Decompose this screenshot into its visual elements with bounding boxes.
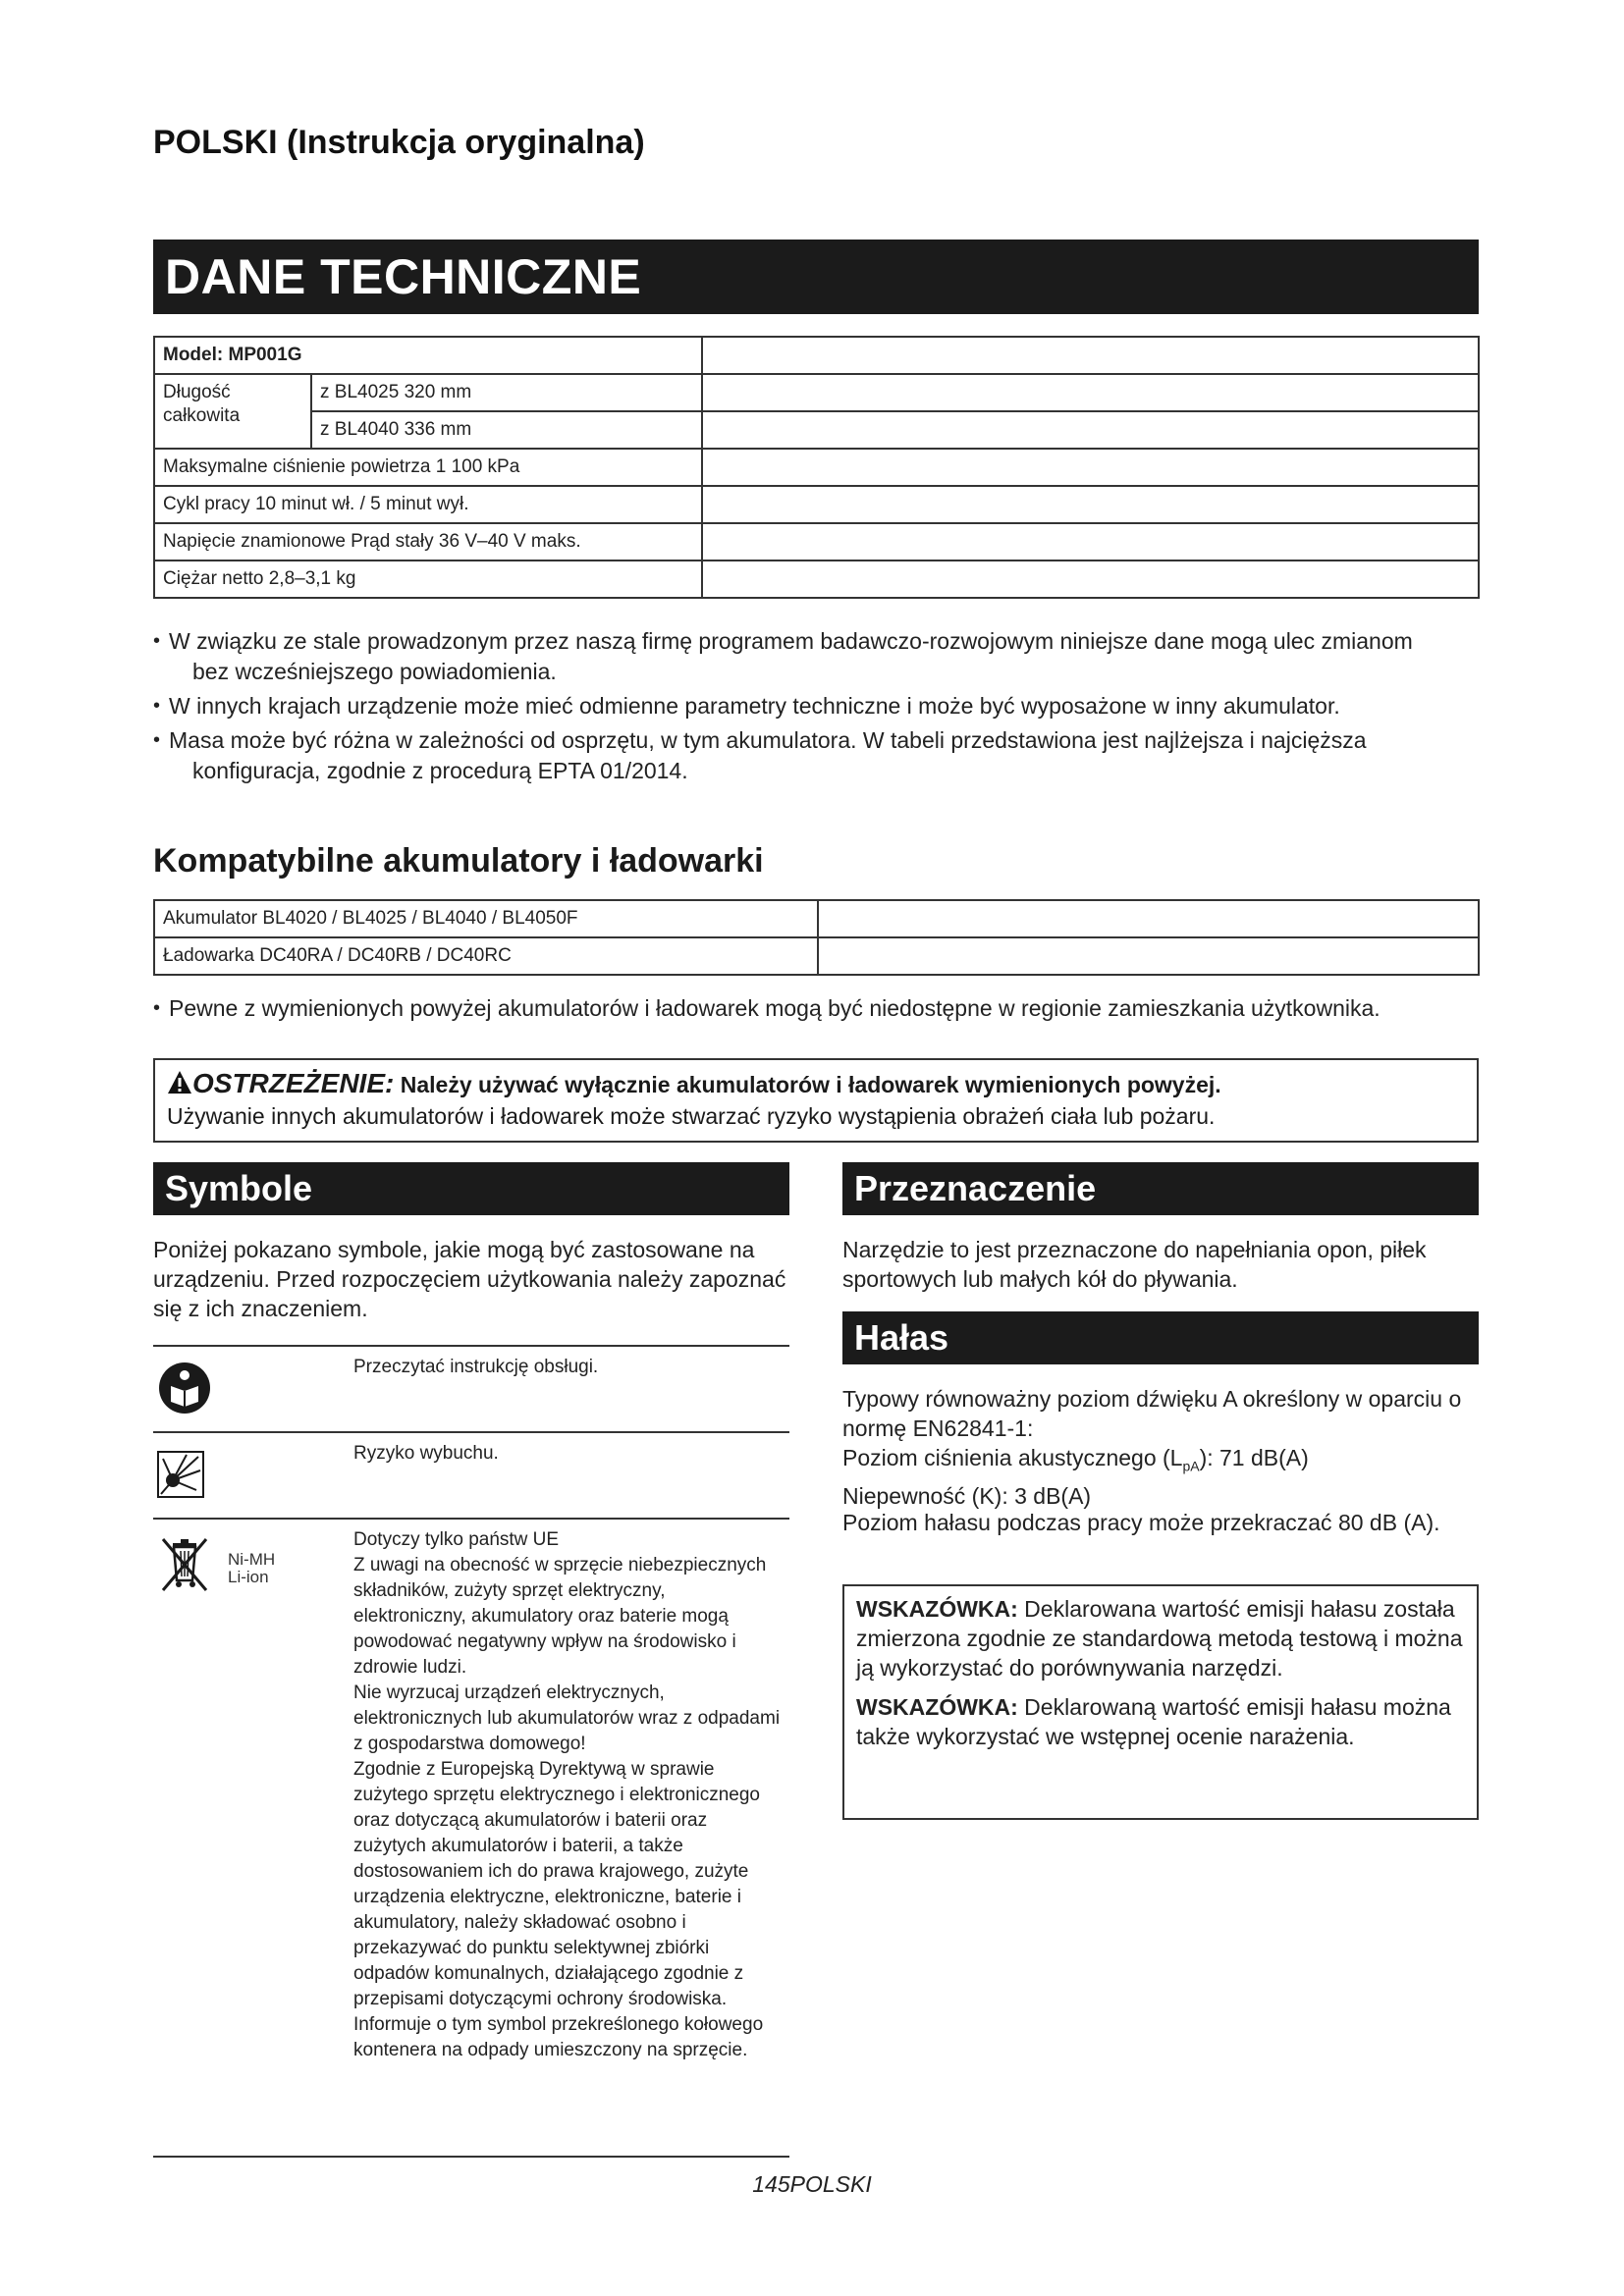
- spec-length-bl4040: z BL4040 336 mm: [311, 411, 702, 449]
- table-row: [153, 1345, 789, 1433]
- warning-triangle-icon: [167, 1070, 192, 1095]
- compat-notes-list: [153, 993, 1449, 1028]
- noise-uncertainty: Niepewność (K): 3 dB(A): [842, 1482, 1092, 1509]
- symbol-text-explosion: Ryzyko wybuchu.: [353, 1443, 499, 1464]
- spec-table: [153, 336, 1480, 599]
- warning-bold-text: Należy używać wyłącznie akumulatorów i ładowarek wymienionych powyżej.: [400, 1072, 1221, 1097]
- noise-intro: Typowy równoważny poziom dźwięku A określony w oparciu o normę EN62841-1:: [842, 1386, 1462, 1441]
- noise-pressure: Poziom ciśnienia akustycznego $(L_{pA})$: 71 dB(A): [842, 1445, 1309, 1474]
- noise-exceed: Poziom hałasu podczas pracy może przekraczać 80 dB (A).: [842, 1510, 1440, 1535]
- table-row: [154, 449, 1479, 486]
- crossed-bin-icon: [157, 1535, 212, 1594]
- noise-note-box: [842, 1584, 1479, 1820]
- table-row: [154, 523, 1479, 561]
- page-language-title: POLSKI (Instrukcja oryginalna): [153, 124, 645, 161]
- warning-label: OSTRZEŻENIE:: [192, 1068, 395, 1098]
- noise-section-banner: Hałas: [842, 1311, 1479, 1364]
- page-footer: 145POLSKI: [752, 2171, 872, 2197]
- note-2: WSKAZÓWKA: Deklarowaną wartość emisji hałasu można także wykorzystać we wstępnej ocenie narażenia.: [856, 1694, 1451, 1749]
- noise-values: [842, 1384, 1479, 1511]
- table-row: [153, 1431, 789, 1520]
- compat-table: [153, 899, 1480, 976]
- list-item: • Masa może być różna w zależności od osprzętu, w tym akumulatora. W tabeli przedstawiona jest najlżejsza i najcięższa konfiguracja, zgodnie z procedurą EPTA 01/2014.: [153, 725, 1449, 786]
- spec-max-pressure: Maksymalne ciśnienie powietrza 1 100 kPa: [154, 449, 702, 486]
- warning-text: Używanie innych akumulatorów i ładowarek może stwarzać ryzyko wystąpienia obrażeń ciała lub pożaru.: [167, 1103, 1216, 1129]
- note-1: WSKAZÓWKA: Deklarowana wartość emisji hałasu została zmierzona zgodnie ze standardową metodą testową i można ją wykorzystać do porównywania narzędzi.: [856, 1596, 1463, 1681]
- icon-label-li-ion: Li-ion: [228, 1568, 269, 1586]
- table-bottom-rule: [153, 2156, 789, 2158]
- compat-charger-row: Ładowarka DC40RA / DC40RB / DC40RC: [154, 937, 818, 975]
- spec-section-banner: DANE TECHNICZNE: [153, 240, 1479, 314]
- table-row: [154, 937, 1479, 975]
- compat-heading: Kompatybilne akumulatory i ładowarki: [153, 842, 764, 880]
- table-row: [154, 900, 1479, 937]
- table-row: [154, 486, 1479, 523]
- explosion-hazard-icon: [157, 1451, 204, 1498]
- table-row: [154, 374, 1479, 411]
- table-row: [154, 561, 1479, 598]
- spec-length-label: Długość całkowita: [154, 374, 311, 449]
- table-row: [154, 337, 1479, 374]
- spec-length-bl4025: z BL4025 320 mm: [311, 374, 702, 411]
- read-manual-icon: [157, 1361, 212, 1415]
- spec-notes-list: [153, 626, 1449, 790]
- symbol-text-read-manual: Przeczytać instrukcję obsługi.: [353, 1357, 599, 1377]
- warning-box: [153, 1058, 1479, 1143]
- list-item: • W innych krajach urządzenie może mieć odmienne parametry techniczne i może być wyposażone w inny akumulator.: [153, 691, 1449, 721]
- symbols-intro: Poniżej pokazano symbole, jakie mogą być zastosowane na urządzeniu. Przed rozpoczęciem użytkowania należy zapoznać się z ich znaczeniem.: [153, 1237, 786, 1321]
- icon-label-nimh: Ni-MH: [228, 1550, 276, 1569]
- spec-net-weight: Ciężar netto 2,8–3,1 kg: [154, 561, 702, 598]
- list-item: • Pewne z wymienionych powyżej akumulatorów i ładowarek mogą być niedostępne w regionie zamieszkania użytkownika.: [153, 993, 1449, 1024]
- purpose-text: Narzędzie to jest przeznaczone do napełniania opon, piłek sportowych lub małych kół do pływania.: [842, 1237, 1427, 1292]
- spec-rated-voltage: Napięcie znamionowe Prąd stały 36 V–40 V maks.: [154, 523, 702, 561]
- purpose-section-banner: Przeznaczenie: [842, 1162, 1479, 1215]
- spec-duty-cycle: Cykl pracy 10 minut wł. / 5 minut wył.: [154, 486, 702, 523]
- compat-battery-row: Akumulator BL4020 / BL4025 / BL4040 / BL4050F: [154, 900, 818, 937]
- list-item: • W związku ze stale prowadzonym przez naszą firmę programem badawczo-rozwojowym niniejsze dane mogą ulec zmianom bez wcześniejszego powiadomienia.: [153, 626, 1449, 687]
- table-row: [154, 411, 1479, 449]
- symbols-section-banner: Symbole: [153, 1162, 789, 1215]
- table-row: [153, 1518, 789, 2158]
- symbol-text-weee: Dotyczy tylko państw UE Z uwagi na obecność w sprzęcie niebezpiecznych składników, zużyty sprzęt elektryczny, elektroniczny, akumulatory oraz baterie mogą powodować negatywny wpływ na środowisko i zdrowie ludzi. Nie wyrzucaj urządzeń elektrycznych, elektronicznych lub akumulatorów wraz z odpadami z gospodarstwa domowego! Zgodnie z Europejską Dyrektywą w sprawie zużytego sprzętu elektrycznego i elektronicznego oraz dotyczącą akumulatorów i baterii oraz zużytych akumulatorów i baterii, a także dostosowaniem ich do prawa krajowego, zużyte urządzenia elektryczne, elektroniczne, baterie i akumulatory, należy składować osobno i przekazywać do punktu selektywnej zbiórki odpadów komunalnych, działającego zgodnie z przepisami dotyczącymi ochrony środowiska. Informuje o tym symbol przekreślonego kołowego kontenera na odpady umieszczony na sprzęcie.: [353, 1529, 781, 2060]
- spec-model: Model: MP001G: [154, 337, 702, 374]
